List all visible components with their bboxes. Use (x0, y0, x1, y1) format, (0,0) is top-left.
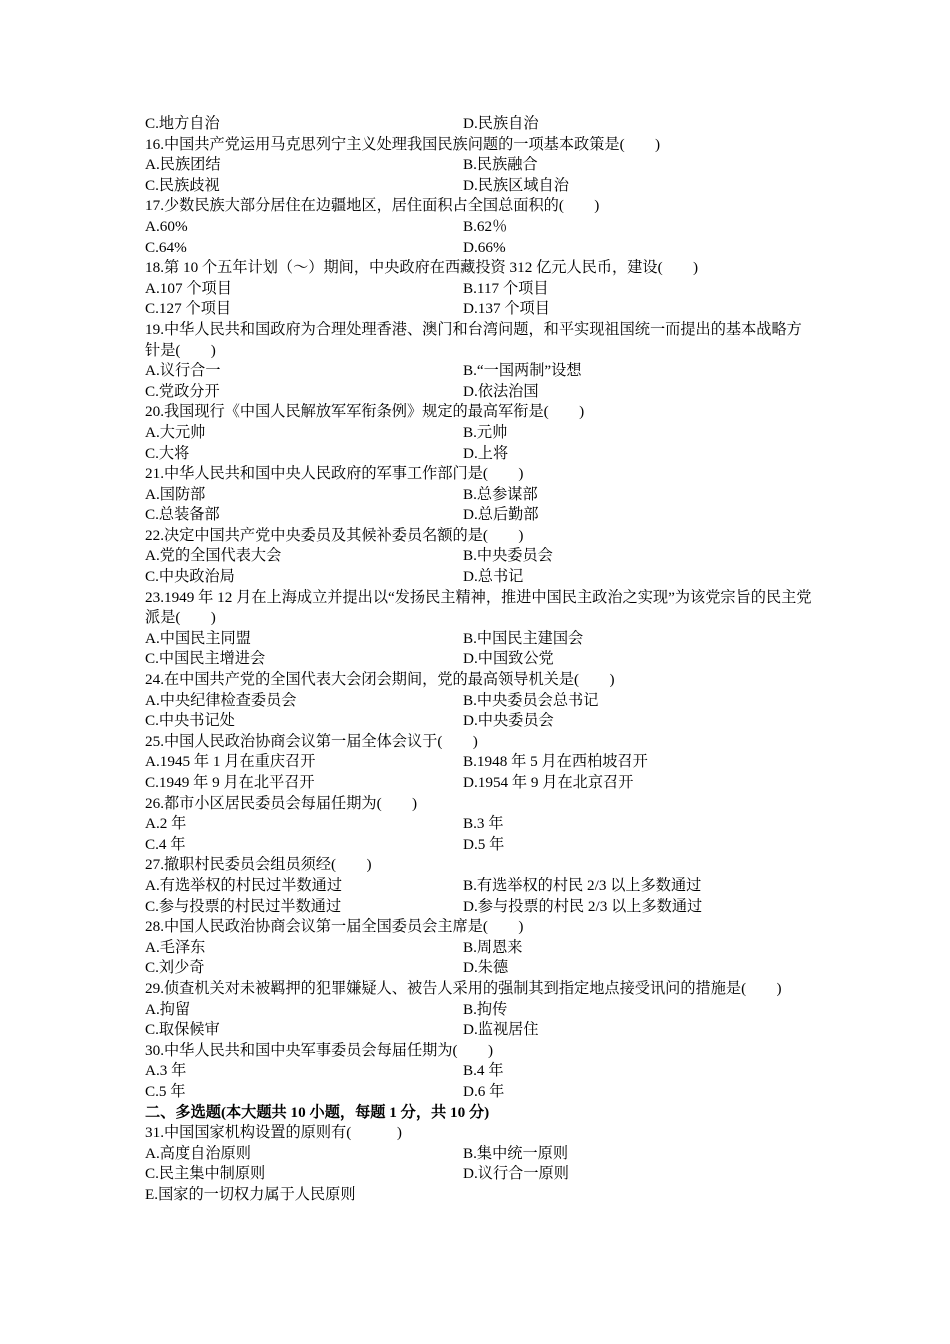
option: A.60% (145, 217, 188, 235)
question-text: 26.都市小区居民委员会每届任期为( ) (145, 794, 418, 812)
question-text: 29.侦查机关对未被羁押的犯罪嫌疑人、被告人采用的强制其到指定地点接受讯问的措施是( ) (145, 979, 782, 997)
option: D.参与投票的村民 2/3 以上多数通过 (463, 897, 703, 915)
options-row (145, 1144, 815, 1165)
option: B.62％ (463, 217, 508, 235)
option: C.刘少奇 (145, 959, 205, 977)
question-list (145, 135, 815, 1103)
question-text: 28.中国人民政治协商会议第一届全国委员会主席是( ) (145, 918, 524, 936)
option: C.大将 (145, 444, 190, 462)
option: C.127 个项目 (145, 300, 232, 318)
question-text: 30.中华人民共和国中央军事委员会每届任期为( ) (145, 1041, 494, 1059)
question-block (145, 464, 815, 526)
option: C.参与投票的村民过半数通过 (145, 897, 342, 915)
options-row (145, 897, 815, 918)
option: B.有选举权的村民 2/3 以上多数通过 (463, 876, 702, 894)
option: D.1954 年 9 月在北京召开 (463, 774, 634, 791)
option: A.毛泽东 (145, 938, 206, 956)
options-row (145, 752, 815, 773)
option: B.民族融合 (463, 156, 538, 174)
question-block (145, 588, 815, 670)
option: D.上将 (463, 444, 509, 462)
option: D.5 年 (463, 835, 505, 853)
options-row (145, 217, 815, 238)
option: C.中国民主增进会 (145, 650, 266, 668)
option: D.66% (463, 238, 506, 256)
option: B.4 年 (463, 1062, 504, 1080)
options-row (145, 1000, 815, 1021)
question-block (145, 979, 815, 1041)
option: B.3 年 (463, 815, 504, 833)
options-row (145, 546, 815, 567)
option: C.地方自治 (145, 115, 220, 132)
options-row (145, 876, 815, 897)
options-row (145, 299, 815, 320)
option: D.监视居住 (463, 1021, 539, 1039)
options-row (145, 691, 815, 712)
options-row (145, 773, 815, 794)
question-text: 22.决定中国共产党中央委员及其候补委员名额的是( ) (145, 526, 524, 544)
question-block (145, 258, 815, 320)
options-row (145, 649, 815, 670)
option: A.高度自治原则 (145, 1144, 251, 1162)
option: D.民族自治 (463, 115, 539, 132)
options-row (145, 711, 815, 732)
question-block (145, 917, 815, 979)
options-row (145, 423, 815, 444)
question-text: 17.少数民族大部分居住在边疆地区，居住面积占全国总面积的( ) (145, 197, 600, 215)
exam-page (145, 114, 815, 1205)
option: A.议行合一 (145, 362, 221, 380)
option: A.2 年 (145, 815, 187, 833)
option: C.中央书记处 (145, 712, 235, 730)
options-row (145, 835, 815, 856)
option: C.党政分开 (145, 382, 220, 400)
option: C.总装备部 (145, 506, 220, 524)
options-row (145, 1061, 815, 1082)
option: B.117 个项目 (463, 279, 549, 297)
option: C.5 年 (145, 1082, 186, 1100)
options-row (145, 958, 815, 979)
option: D.依法治国 (463, 382, 539, 400)
options-row (145, 1020, 815, 1041)
option: B.拘传 (463, 1000, 508, 1018)
option: A.拘留 (145, 1000, 191, 1018)
option: C.1949 年 9 月在北平召开 (145, 774, 315, 791)
options-row (145, 176, 815, 197)
option: B.集中统一原则 (463, 1144, 569, 1162)
question-text: 31.中国国家机构设置的原则有( ) (145, 1124, 402, 1142)
option: C.民主集中制原则 (145, 1165, 266, 1183)
option: D.总后勤部 (463, 506, 539, 524)
option: A.3 年 (145, 1062, 187, 1080)
option: B.“一国两制”设想 (463, 362, 582, 380)
question-text: 20.我国现行《中国人民解放军军衔条例》规定的最高军衔是( ) (145, 403, 585, 421)
question-text: 19.中华人民共和国政府为合理处理香港、澳门和台湾问题，和平实现祖国统一而提出的基本战略方针是( ) (145, 320, 802, 359)
question-block (145, 855, 815, 917)
options-row (145, 505, 815, 526)
option: A.大元帅 (145, 423, 206, 441)
option: C.民族歧视 (145, 176, 220, 194)
question-block (145, 135, 815, 197)
options-row (145, 361, 815, 382)
option: C.取保候审 (145, 1021, 220, 1039)
option: D.中央委员会 (463, 712, 554, 730)
option: A.107 个项目 (145, 279, 232, 297)
question-block (145, 320, 815, 402)
question-block (145, 526, 815, 588)
options-row (145, 814, 815, 835)
question-block (145, 670, 815, 732)
option: A.中国民主同盟 (145, 629, 251, 647)
options-row (145, 629, 815, 650)
option: B.周恩来 (463, 938, 523, 956)
option: A.1945 年 1 月在重庆召开 (145, 753, 316, 771)
option: C.64% (145, 238, 187, 256)
option: B.1948 年 5 月在西柏坡召开 (463, 753, 648, 771)
question-text: 25.中国人民政治协商会议第一届全体会议于( ) (145, 732, 478, 750)
option: D.中国致公党 (463, 650, 554, 668)
option: A.国防部 (145, 485, 206, 503)
options-row (145, 1082, 815, 1103)
option: A.党的全国代表大会 (145, 547, 282, 565)
option: D.137 个项目 (463, 300, 550, 318)
options-row (145, 238, 815, 259)
option: D.6 年 (463, 1082, 505, 1100)
options-row (145, 567, 815, 588)
option: B.中国民主建国会 (463, 629, 584, 647)
options-row (145, 485, 815, 506)
option: B.总参谋部 (463, 485, 538, 503)
option: C.中央政治局 (145, 568, 235, 586)
options-row (145, 444, 815, 465)
option: D.民族区域自治 (463, 176, 569, 194)
option: D.议行合一原则 (463, 1165, 569, 1183)
question-text: 21.中华人民共和国中央人民政府的军事工作部门是( ) (145, 465, 524, 483)
question-text: 24.在中国共产党的全国代表大会闭会期间，党的最高领导机关是( ) (145, 671, 615, 689)
question-block (145, 196, 815, 258)
option: A.民族团结 (145, 156, 221, 174)
option: B.元帅 (463, 423, 508, 441)
options-row (145, 1164, 815, 1185)
section-heading: 二、多选题(本大题共 10 小题，每题 1 分，共 10 分) (145, 1103, 490, 1121)
option: D.总书记 (463, 568, 524, 586)
option: B.中央委员会总书记 (463, 691, 599, 709)
options-row (145, 279, 815, 300)
question-text: 18.第 10 个五年计划（～）期间，中央政府在西藏投资 312 亿元人民币，建设( ) (145, 259, 699, 277)
option: C.4 年 (145, 835, 186, 853)
options-row (145, 382, 815, 403)
question-block (145, 732, 815, 794)
option: A.有选举权的村民过半数通过 (145, 876, 343, 894)
options-row (145, 114, 815, 135)
question-block (145, 402, 815, 464)
options-row (145, 155, 815, 176)
question-text: 23.1949 年 12 月在上海成立并提出以“发扬民主精神，推进中国民主政治之实现”为该党宗旨的民主党派是( ) (145, 588, 812, 627)
question-text: 27.撤职村民委员会组员须经( ) (145, 856, 372, 874)
option: B.中央委员会 (463, 547, 553, 565)
option: E.国家的一切权力属于人民原则 (145, 1185, 356, 1203)
options-row (145, 938, 815, 959)
question-block (145, 1041, 815, 1103)
option: A.中央纪律检查委员会 (145, 691, 297, 709)
option: D.朱德 (463, 959, 509, 977)
question-block (145, 794, 815, 856)
question-text: 16.中国共产党运用马克思列宁主义处理我国民族问题的一项基本政策是( ) (145, 135, 661, 153)
